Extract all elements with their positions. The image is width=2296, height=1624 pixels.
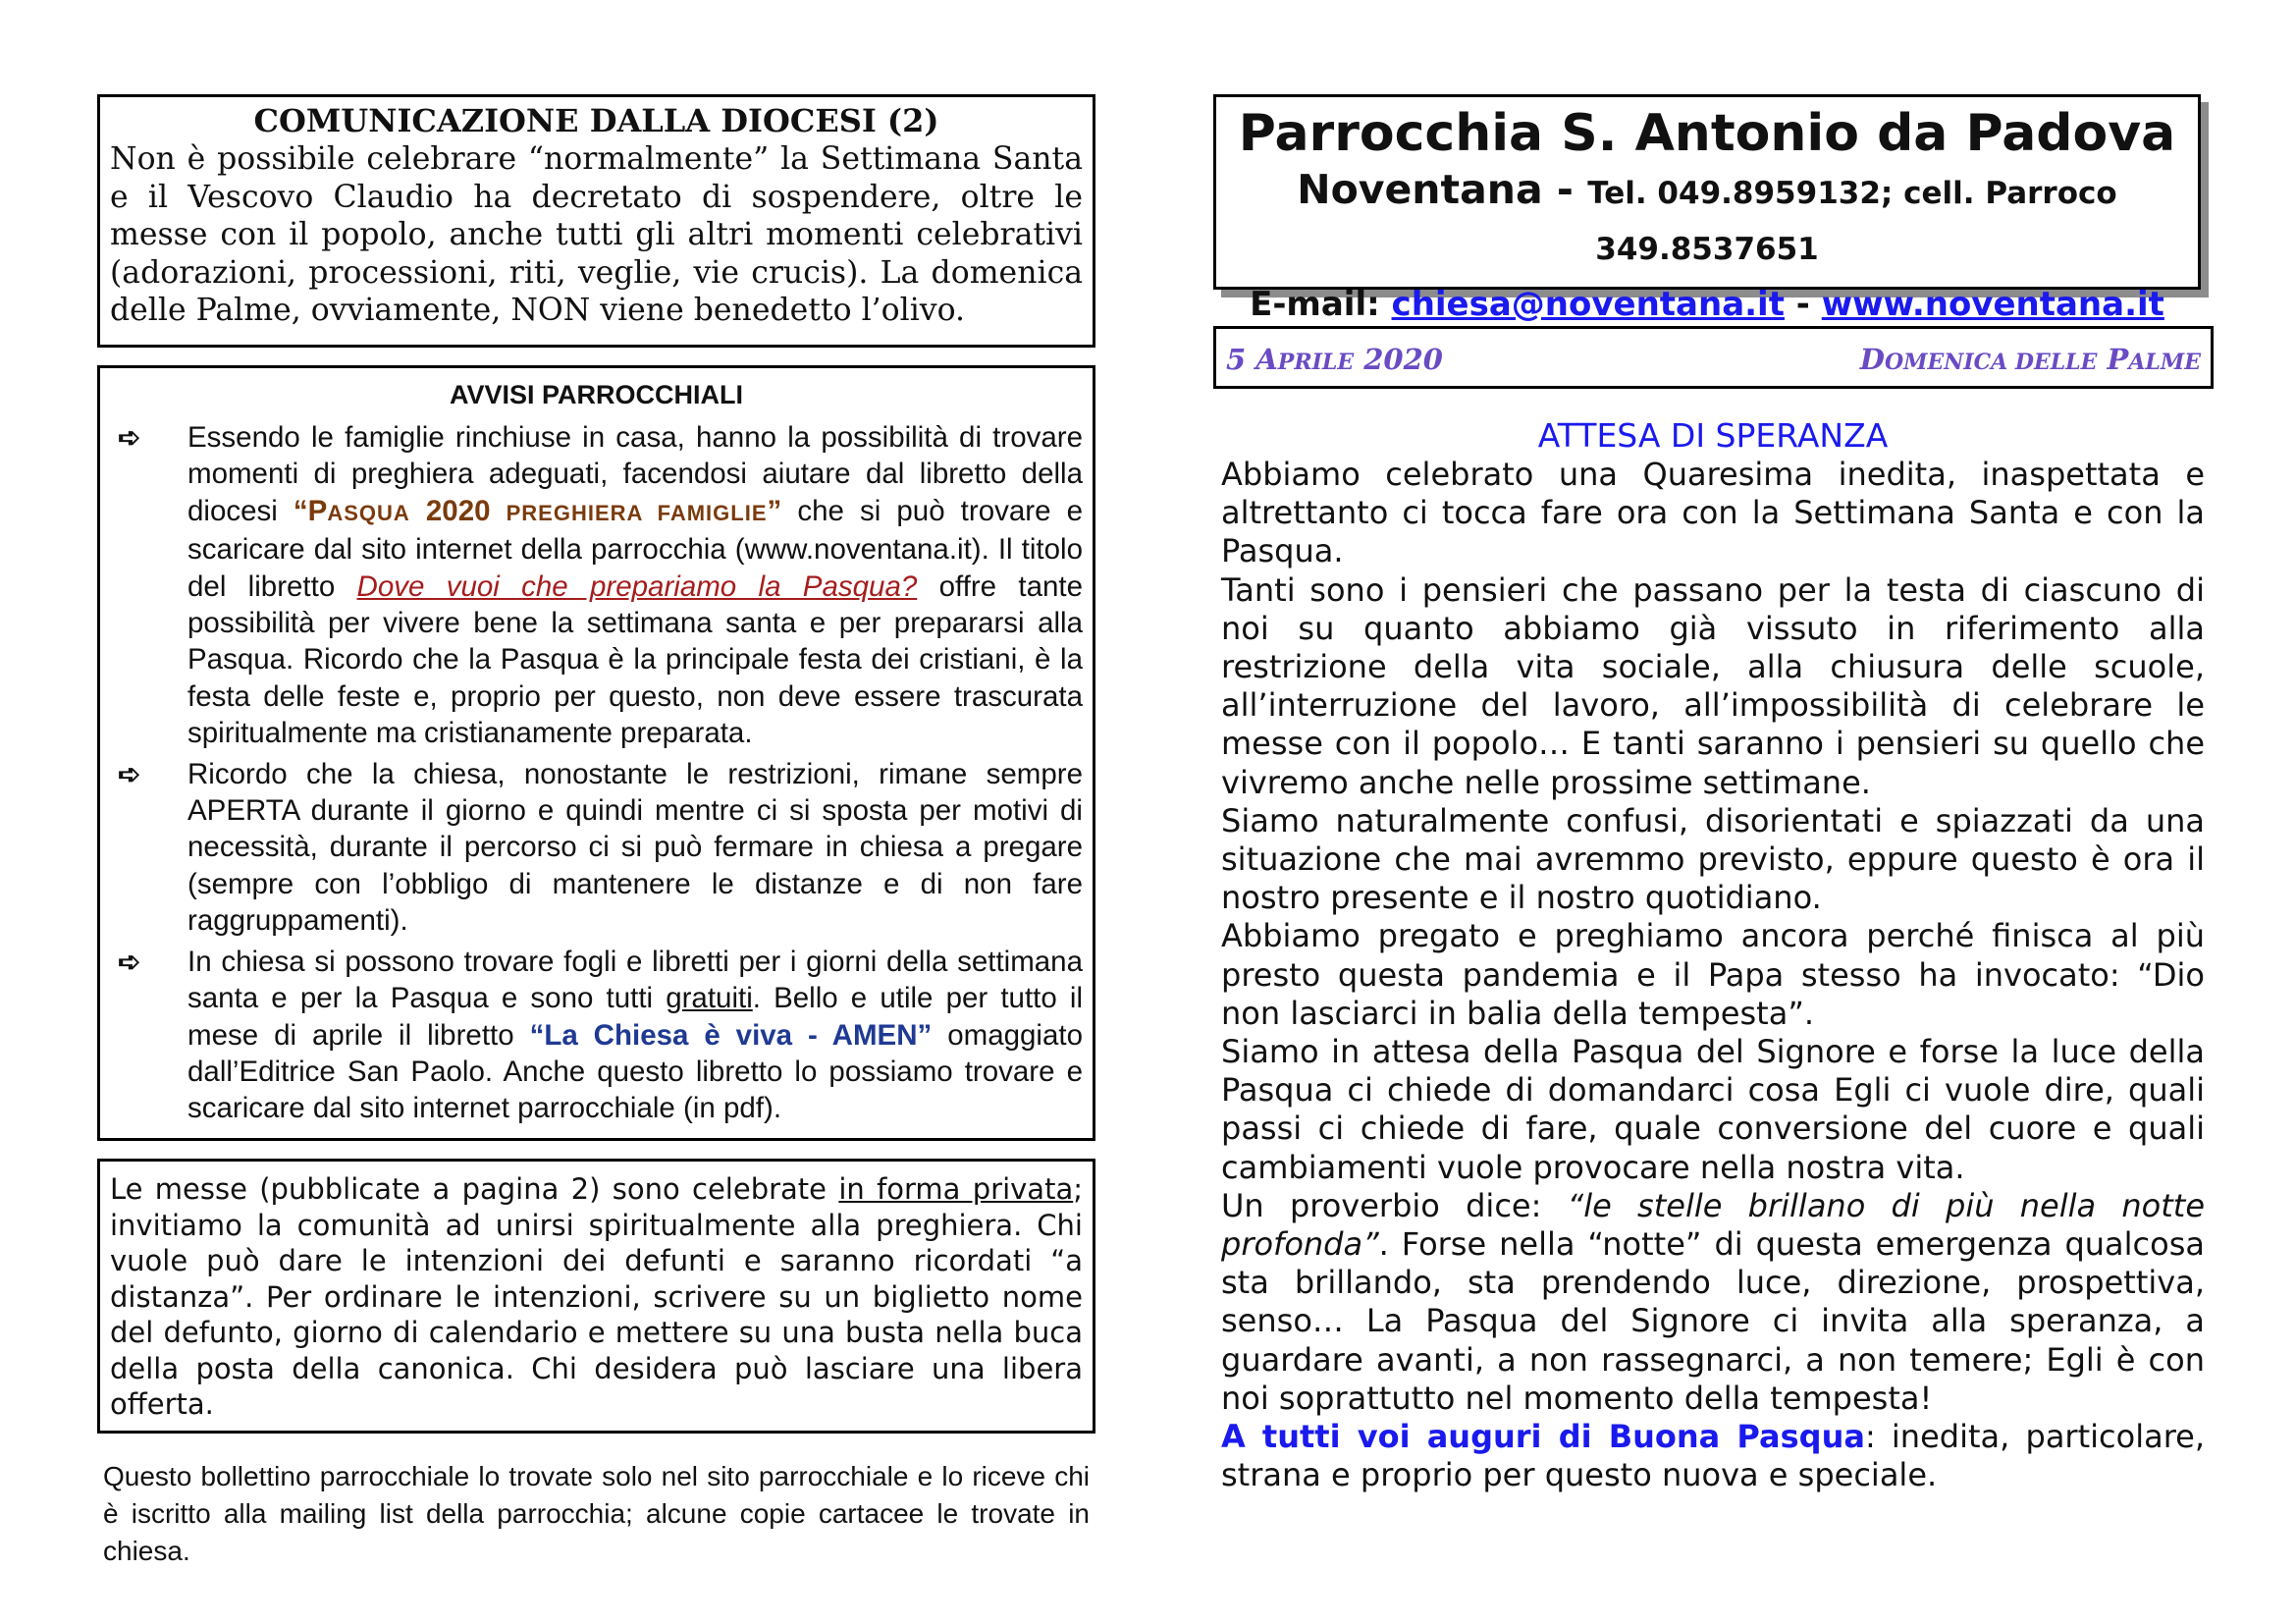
issue-date: 5 APRILE 2020: [1226, 343, 1443, 376]
diocesi-title: COMUNICAZIONE DALLA DIOCESI (2): [253, 102, 939, 139]
arrow-right-icon: ➪: [118, 422, 141, 453]
bulletin-note: Questo bollettino parrocchiale lo trovate solo nel sito parrocchiale e lo riceve chi è iscritto alla mailing list della parrocchia; alcune copie cartacee le trovate in chiesa.: [103, 1461, 1090, 1566]
notice-text: Essendo le famiglie rinchiuse in casa, hanno la possibilità di trovare momenti di preghiera adeguati, facendosi aiutare dal libretto della diocesi: [187, 421, 1083, 527]
masses-text: Le messe (pubblicate a pagina 2) sono celebrate in forma privata; invitiamo la comunità ad unirsi spiritualmente alla preghiera. Chi vuole può dare le intenzioni dei defunti e saranno ricordati “a distanza”. Per ordinare le intenzioni, scrivere su un biglietto nome del defunto, giorno di calendario e mettere su una busta nella buca della posta della canonica. Chi desidera può lasciare una libera offerta.: [110, 1172, 1083, 1421]
notice-text: In chiesa si possono trovare fogli e libretti per i giorni della settimana santa e per la Pasqua e sono tutti: [187, 945, 1083, 1015]
liturgical-day: DOMENICA DELLE PALME: [1859, 343, 2201, 376]
diocesi-body: Non è possibile celebrare “normalmente” la Settimana Santa e il Vescovo Claudio ha decretato di sospendere, oltre le messe con il popolo, anche tutti gli altri momenti celebrativi (adorazioni, processioni, riti, veglie, vie crucis). La domenica delle Palme, ovviamente, NON viene benedetto l’olivo.: [110, 141, 1083, 328]
parish-town: Noventana -: [1297, 166, 1588, 213]
email-label: E-mail:: [1250, 285, 1392, 324]
notice-text: Ricordo che la chiesa, nonostante le restrizioni, rimane sempre APERTA durante il giorno e quindi mentre ci si sposta per motivi di necessità, durante il percorso ci si può fermare in chiesa a pregare (sempre con l’obbligo di mantenere le distanze e di non fare raggruppamenti).: [187, 757, 1083, 938]
article-paragraph: Siamo in attesa della Pasqua del Signore e forse la luce della Pasqua ci chiede di domandarci cosa Egli ci vuole dire, quali passi ci chiede di fare, quale conversione del cuore e quali cambiamenti vuole provocare nella nostra vita.: [1221, 1033, 2205, 1186]
notice-text: . Bello e utile per tutto il mese di aprile il libretto: [187, 982, 1084, 1052]
article-title: ATTESA DI SPERANZA: [1537, 416, 1889, 455]
diocesi-communication-box: [97, 94, 1095, 348]
notice-item: [110, 756, 1083, 940]
parish-contacts: [1216, 164, 2198, 280]
article-paragraph: Abbiamo pregato e preghiamo ancora perché finisca al più presto questa pandemia e il Papa stesso ha invocato: “Dio non lasciarci in balia della tempesta”.: [1221, 917, 2205, 1032]
parish-header: [1213, 94, 2201, 324]
arrow-right-icon: ➪: [118, 946, 141, 977]
article-paragraph: Tanti sono i pensieri che passano per la testa di ciascuno di noi su quanto abbiamo già vissuto in riferimento alla restrizione della vita sociale, alla chiusura delle scuole, all’interruzione del lavoro, all’impossibilità di celebrare le messe con il popolo… E tanti saranno i pensieri su quello che vivremo anche nelle prossime settimane.: [1221, 570, 2205, 801]
parish-phones: Tel. 049.8959132; cell. Parroco 349.8537651: [1587, 176, 2117, 267]
arrow-right-icon: ➪: [118, 758, 141, 789]
notice-text: che si può trovare e scaricare dal sito internet della parrocchia (www.noventana.it). Il titolo del libretto: [187, 494, 1083, 603]
article-closing: A tutti voi auguri di Buona Pasqua: inedita, particolare, strana e proprio per questo nuova e speciale.: [1221, 1418, 2205, 1494]
free-emphasis: gratuiti: [666, 982, 753, 1015]
notice-text: offre tante possibilità per vivere bene la settimana santa e per prepararsi alla Pasqua. Ricordo che la Pasqua è la principale festa dei cristiani, è la festa delle feste e, proprio per questo, non deve essere trascurata spiritualmente ma cristianamente preparata.: [187, 569, 1083, 750]
notice-text: omaggiato dall’Editrice San Paolo. Anche questo libretto lo possiamo trovare e scaricare dal sito internet parrocchiale (in pdf).: [187, 1018, 1083, 1125]
parish-online: E-mail: chiesa@noventana.it - www.noventana.it: [1250, 285, 2164, 324]
booklet-title-amen: “La Chiesa è viva - AMEN”: [529, 1018, 933, 1052]
notice-item: [110, 419, 1083, 752]
masses-box: [97, 1159, 1095, 1434]
notices-title: AVVISI PARROCCHIALI: [449, 380, 744, 409]
article-paragraph: Un proverbio dice: “le stelle brillano di più nella notte profonda”. Forse nella “notte” di questa emergenza qualcosa sta brillando, sta prendendo luce, direzione, prospettiva, senso… La Pasqua del Signore ci invita alla speranza, a guardare avanti, a non rassegnarci, a non temere; Egli è con noi soprattutto nel momento della tempesta!: [1221, 1186, 2205, 1417]
parish-name: Parrocchia S. Antonio da Padova: [1238, 104, 2176, 163]
proverb-quote: “le stelle brillano di più nella notte profonda”: [1221, 1186, 2205, 1264]
main-article: [1221, 416, 2205, 1494]
easter-greeting: A tutti voi auguri di Buona Pasqua: [1221, 1418, 1865, 1456]
parish-notices-box: [97, 365, 1095, 1141]
date-bar: [1213, 326, 2214, 389]
notice-item: [110, 944, 1083, 1127]
article-paragraph: Abbiamo celebrato una Quaresima inedita, inaspettata e altrettanto ci tocca fare ora con la Settimana Santa e con la Pasqua.: [1221, 456, 2205, 570]
article-paragraph: Siamo naturalmente confusi, disorientati e spiazzati da una situazione che mai avremmo previsto, eppure questo è ora il nostro presente e il nostro quotidiano.: [1221, 801, 2205, 917]
booklet-title-diocese: “PASQUA 2020 PREGHIERA FAMIGLIE”: [293, 494, 782, 527]
booklet-title-link[interactable]: Dove vuoi che prepariamo la Pasqua?: [356, 569, 918, 603]
website-link[interactable]: www.noventana.it: [1821, 285, 2164, 324]
email-link[interactable]: chiesa@noventana.it: [1391, 285, 1785, 324]
